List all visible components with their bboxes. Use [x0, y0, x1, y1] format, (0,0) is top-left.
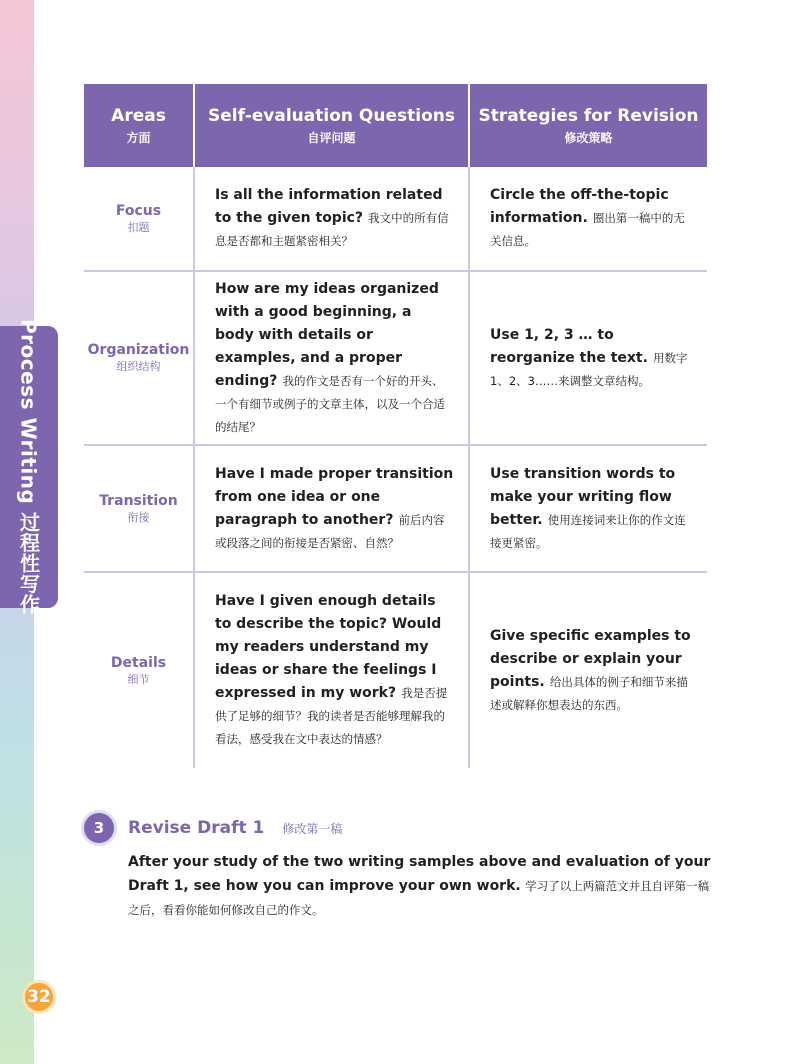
section-instructions [128, 850, 718, 922]
step-number-badge: 3 [84, 813, 114, 843]
table-row-transition [84, 445, 707, 572]
area-label: Organization [87, 342, 190, 358]
table-row-focus [84, 167, 707, 271]
strategy-text: Give specific examples to describe or explain your points. [490, 627, 691, 690]
header-label-zh: 修改策略 [564, 130, 613, 145]
question-text: Have I made proper transition from one idea or one paragraph to another? [215, 465, 454, 528]
section-title: Revise Draft 1 [128, 818, 265, 838]
self-evaluation-table [84, 84, 707, 768]
area-label-zh: 衔接 [127, 510, 150, 524]
header-label-zh: 自评问题 [307, 130, 356, 145]
strategy-cell [469, 572, 707, 768]
question-text-zh: 我文中的所有信息是否都和主题紧密相关？ [215, 211, 449, 248]
strategy-cell [469, 167, 707, 271]
question-text-zh: 我的作文是否有一个好的开头、一个有细节或例子的文章主体，以及一个合适的结尾？ [215, 373, 445, 434]
area-cell [84, 572, 194, 768]
area-label: Focus [115, 202, 162, 219]
table-row-organization [84, 271, 707, 445]
question-text: Have I given enough details to describe the topic? Would my readers understand my ideas or share the feelings I expressed in my work? [215, 593, 442, 701]
table-header-row [84, 84, 707, 167]
area-cell [84, 167, 194, 271]
header-label: Areas [111, 105, 166, 126]
strategy-text: Use 1, 2, 3 … to reorganize the text. [490, 326, 648, 366]
header-areas [84, 84, 194, 167]
table-row-details [84, 572, 707, 768]
header-label-zh: 方面 [126, 130, 151, 145]
area-cell [84, 271, 194, 445]
header-label: Self-evaluation Questions [208, 105, 455, 126]
strategy-cell [469, 271, 707, 445]
area-label-zh: 细节 [127, 672, 150, 686]
area-label: Transition [99, 492, 178, 509]
strategy-text-zh: 圈出第一稿中的无关信息。 [490, 211, 685, 248]
strategy-text-zh: 用数字 1、2、3……来调整文章结构。 [490, 350, 688, 388]
question-cell [194, 167, 469, 271]
strategy-text-zh: 使用连接词来让你的作文连接更紧密。 [490, 512, 686, 550]
question-cell [194, 445, 469, 572]
strategy-text: Use transition words to make your writing flow better. [490, 465, 676, 528]
question-cell [194, 271, 469, 445]
section-title-zh: 修改第一稿 [282, 821, 343, 836]
question-text-zh: 前后内容或段落之间的衔接是否紧密、自然？ [215, 512, 445, 550]
area-label-zh: 组织结构 [116, 360, 161, 373]
instruction-text: After your study of the two writing samples above and evaluation of your Draft 1, see how you can improve your own work. [128, 854, 711, 894]
chapter-side-tab [0, 319, 58, 615]
section-heading [84, 812, 342, 844]
area-cell [84, 445, 194, 572]
question-text: How are my ideas organized with a good beginning, a body with details or examples, and a proper ending? [215, 280, 439, 389]
question-text-zh: 我是否提供了足够的细节？我的读者是否能够理解我的看法，感受我在文中表达的情感？ [215, 686, 448, 746]
question-cell [194, 572, 469, 768]
area-label-zh: 扣题 [127, 220, 150, 234]
strategy-text-zh: 给出具体的例子和细节来描述或解释你想表达的东西。 [490, 674, 688, 712]
strategy-text: Circle the off-the-topic information. [490, 187, 669, 226]
chapter-tab-label: Process Writing 过程性写作 [16, 319, 41, 615]
header-strategies [469, 84, 707, 167]
question-text: Is all the information related to the given topic? [215, 187, 443, 226]
page-number-badge: 32 [22, 980, 56, 1014]
instruction-text-zh: 学习了以上两篇范文并且自评第一稿之后，看看你能如何修改自己的作文。 [128, 879, 710, 917]
header-questions [194, 84, 469, 167]
header-label: Strategies for Revision [478, 105, 699, 126]
strategy-cell [469, 445, 707, 572]
area-label: Details [110, 654, 167, 671]
